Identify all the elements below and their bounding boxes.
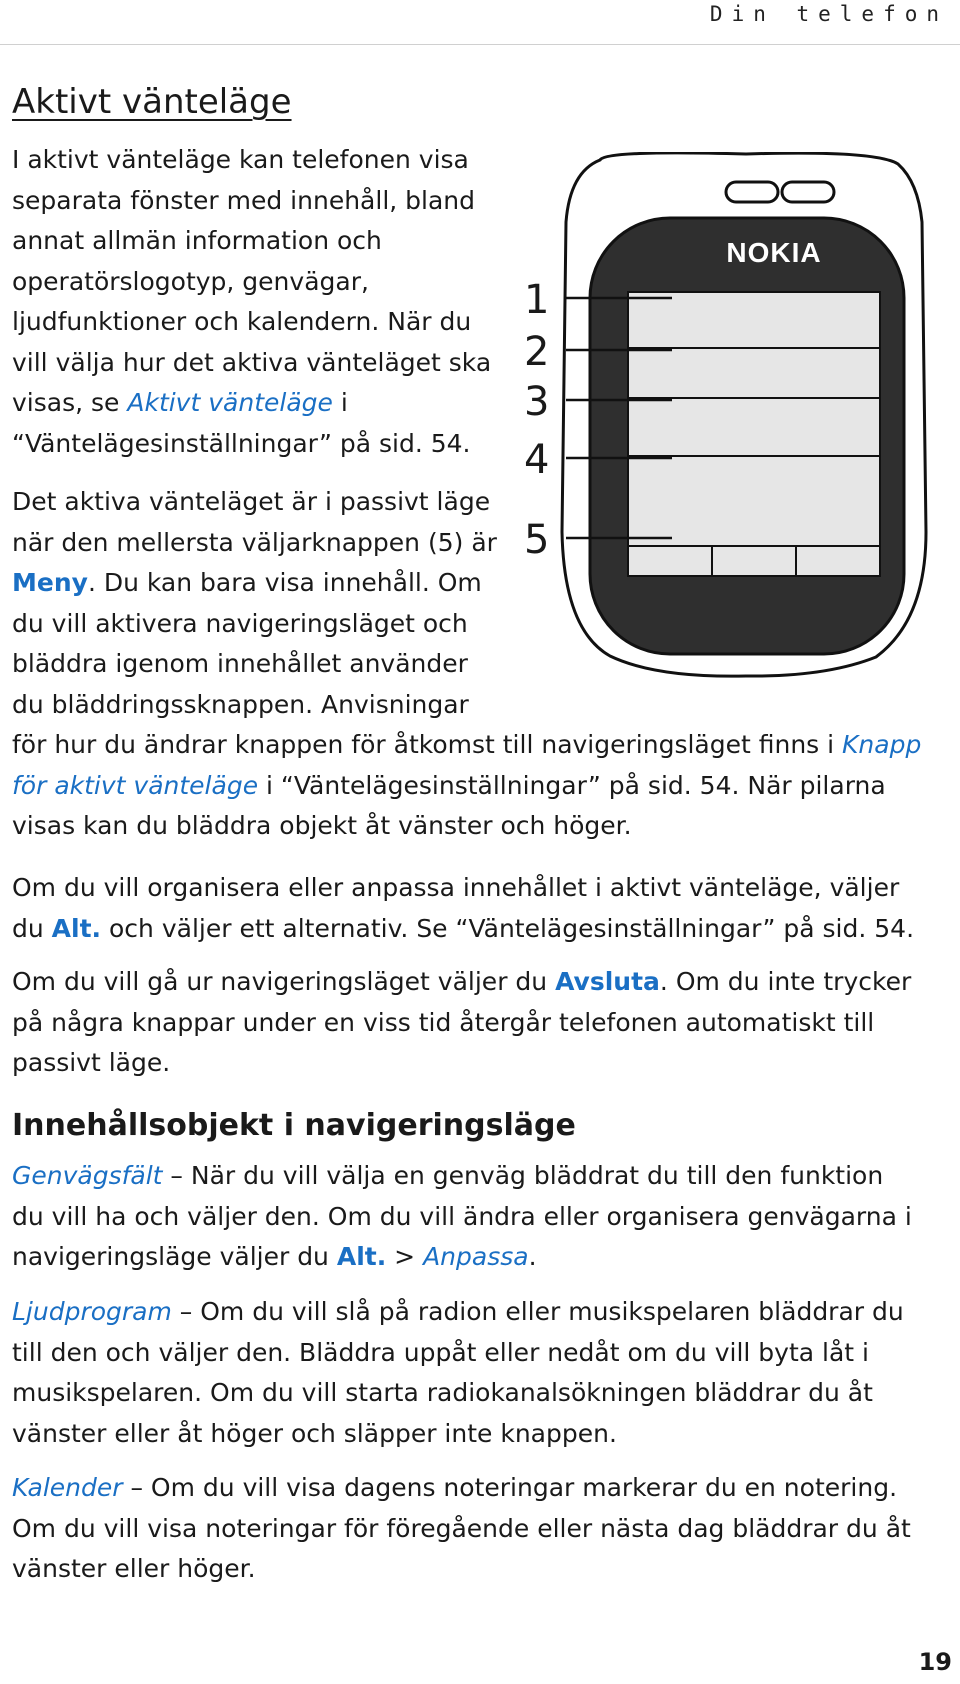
phone-display <box>628 292 880 576</box>
text-line: Om du vill organisera eller anpassa innehållet i aktivt vänteläge, väljer <box>12 873 900 902</box>
text-run: för hur du ändrar knappen för åtkomst till navigeringsläget finns i <box>12 730 843 759</box>
callout-4: 4 <box>524 437 550 483</box>
text-line: du vill aktivera navigeringsläget och <box>12 608 468 638</box>
text-run: . <box>528 1242 537 1271</box>
text-line <box>12 1237 950 1278</box>
callout-3: 3 <box>524 379 550 425</box>
text-run: – Om du vill visa dagens noteringar markerar du en notering. <box>122 1473 898 1502</box>
text-run: i “Väntelägesinställningar” på sid. 54. När pilarna <box>258 770 886 800</box>
text-line: “Väntelägesinställningar” på sid. 54. <box>12 428 471 458</box>
text-line <box>12 909 950 950</box>
subsection-title: Innehållsobjekt i navigeringsläge <box>12 1108 576 1143</box>
text-run: – Om du vill slå på radion eller musikspelaren bläddrar du <box>171 1297 904 1326</box>
term-label: Ljudprogram <box>12 1297 172 1326</box>
softkey-label: Meny <box>12 568 88 597</box>
item-calendar <box>12 1468 950 1590</box>
phone-brand-logo: NOKIA <box>726 237 822 268</box>
phone-illustration <box>546 152 960 682</box>
phone-drawing <box>546 152 960 682</box>
text-line: vänster eller höger. <box>12 1554 256 1583</box>
text-run: – När du vill välja en genväg bläddrat du till den funktion <box>162 1161 884 1190</box>
text-run: Om du vill gå ur navigeringsläget väljer du <box>12 967 556 996</box>
text-line <box>12 383 532 424</box>
softkey-label: Alt. <box>51 913 102 943</box>
cross-reference-link[interactable]: Knapp <box>842 730 922 759</box>
running-head: Din telefon <box>709 2 948 26</box>
text-line: Om du vill visa noteringar för föregående eller nästa dag bläddrar du åt <box>12 1513 911 1543</box>
text-run: navigeringsläge väljer du <box>12 1242 337 1271</box>
cross-reference-link[interactable]: för aktivt vänteläge <box>12 770 259 800</box>
text-line: till den och väljer den. Bläddra uppåt eller nedåt om du vill byta låt i <box>12 1337 869 1367</box>
text-line <box>12 766 950 807</box>
text-run: . Du kan bara visa innehåll. Om <box>87 568 482 597</box>
text-line: I aktivt vänteläge kan telefonen visa <box>12 145 469 174</box>
term-label: Genvägsfält <box>12 1161 163 1190</box>
section-title: Aktivt vänteläge <box>12 82 292 122</box>
text-line: bläddra igenom innehållet använder <box>12 649 468 678</box>
text-line <box>12 1292 950 1333</box>
cross-reference-link[interactable]: Aktivt vänteläge <box>127 388 333 417</box>
text-run: visas, se <box>12 388 128 417</box>
paragraph-exit <box>12 962 950 1084</box>
text-line: musikspelaren. Om du vill starta radiokanalsökningen bläddrar du åt <box>12 1378 873 1407</box>
text-run: . Om du inte trycker <box>659 967 912 996</box>
text-line: ljudfunktioner och kalendern. När du <box>12 307 472 336</box>
text-line: du vill ha och väljer den. Om du vill ändra eller organisera genvägarna i <box>12 1201 912 1231</box>
paragraph-intro <box>12 140 532 464</box>
text-line <box>12 962 950 1003</box>
text-line: operatörslogotyp, genvägar, <box>12 266 369 296</box>
text-line: vill välja hur det aktiva vänteläget ska <box>12 347 492 377</box>
text-line: passivt läge. <box>12 1048 171 1077</box>
text-line: visas kan du bläddra objekt åt vänster och höger. <box>12 811 632 840</box>
text-line: du bläddringssknappen. Anvisningar <box>12 689 469 719</box>
text-line <box>12 1156 950 1197</box>
term-label: Kalender <box>12 1473 123 1502</box>
text-line: separata fönster med innehåll, bland <box>12 185 476 215</box>
softkey-label: Alt. <box>336 1242 387 1271</box>
text-line <box>12 725 950 766</box>
callout-2: 2 <box>524 329 550 375</box>
paragraph-organize <box>12 868 950 949</box>
header-rule <box>0 44 960 45</box>
text-line <box>12 1468 950 1509</box>
text-line: på några knappar under en viss tid återgår telefonen automatiskt till <box>12 1007 875 1037</box>
text-line: Det aktiva vänteläget är i passivt läge <box>12 487 491 516</box>
item-audio-apps <box>12 1292 950 1454</box>
item-shortcut-bar <box>12 1156 950 1278</box>
text-run: du <box>12 913 52 943</box>
softkey-label: Avsluta <box>555 967 660 996</box>
text-run: och väljer ett alternativ. Se “Väntelägesinställningar” på sid. 54. <box>101 913 915 943</box>
menu-option-label: Anpassa <box>423 1242 529 1271</box>
text-line: när den mellersta väljarknappen (5) är <box>12 527 497 557</box>
callout-5: 5 <box>524 517 550 563</box>
text-run: > <box>386 1242 424 1271</box>
page-number: 19 <box>918 1648 952 1676</box>
callout-1: 1 <box>524 277 550 323</box>
text-line: vänster eller åt höger och släpper inte knappen. <box>12 1418 617 1448</box>
text-line: annat allmän information och <box>12 226 382 255</box>
text-run: i <box>332 388 348 417</box>
